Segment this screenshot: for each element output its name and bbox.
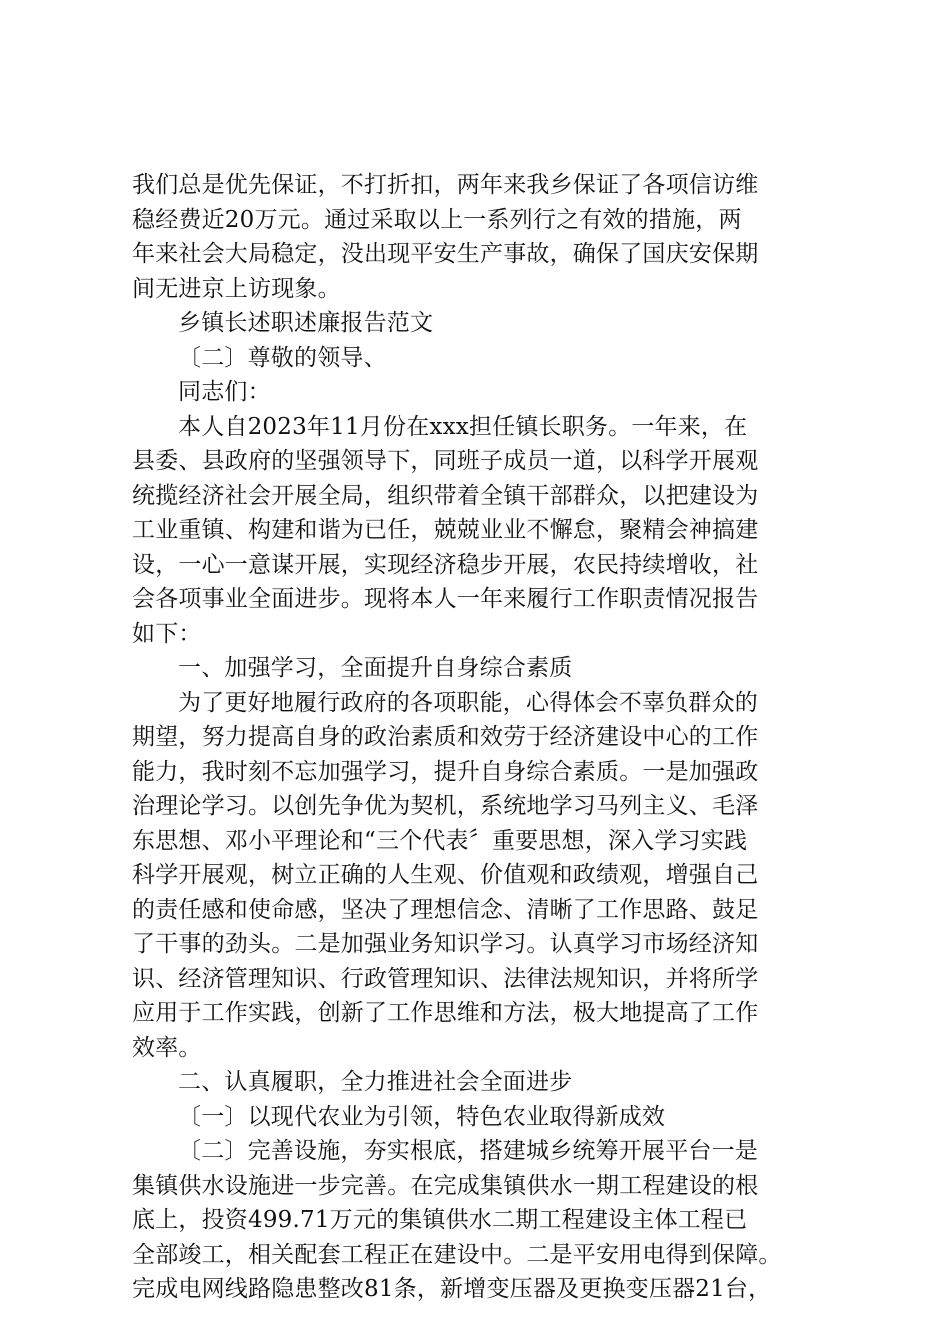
text-line: 效率。 <box>132 1034 202 1061</box>
text-line: 本人自2023年11月份在xxx担任镇长职务。一年来，在 <box>178 413 748 440</box>
text-line: 的责任感和使命感，坚决了理想信念、清晰了工作思路、鼓足 <box>132 896 759 923</box>
text-line: 为了更好地履行政府的各项职能，心得体会不辜负群众的 <box>178 689 758 716</box>
text-line: 全部竣工，相关配套工程正在建设中。二是平安用电得到保障。 <box>132 1241 782 1268</box>
text-line: 乡镇长述职述廉报告范文 <box>178 310 434 336</box>
text-line: 统揽经济社会开展全局，组织带着全镇干部群众，以把建设为 <box>132 482 759 509</box>
text-line: 工业重镇、构建和谐为已任，兢兢业业不懈怠，聚精会神搞建 <box>132 517 759 543</box>
text-line: 东思想、邓小平理论和“三个代表〞重要思想，深入学习实践 <box>132 827 748 854</box>
text-line: 我们总是优先保证，不打折扣，两年来我乡保证了各项信访维 <box>132 172 759 198</box>
text-line: 〔二〕完善设施，夯实根底，搭建城乡统筹开展平台一是 <box>178 1138 758 1164</box>
text-line: 期望，努力提高自身的政治素质和效劳于经济建设中心的工作 <box>132 724 759 750</box>
text-line: 识、经济管理知识、行政管理知识、法律法规知识，并将所学 <box>132 965 759 992</box>
text-line: 治理论学习。以创先争优为契机，系统地学习马列主义、毛泽 <box>132 793 759 819</box>
text-line: 同志们： <box>178 379 271 405</box>
text-line: 能力，我时刻不忘加强学习，提升自身综合素质。一是加强政 <box>132 758 759 785</box>
text-line: 会各项事业全面进步。现将本人一年来履行工作职责情况报告 <box>132 586 759 612</box>
text-line: 集镇供水设施进一步完善。在完成集镇供水一期工程建设的根 <box>132 1172 759 1199</box>
text-line: 了干事的劲头。二是加强业务知识学习。认真学习市场经济知 <box>132 931 759 957</box>
text-line: 一、加强学习，全面提升自身综合素质 <box>178 655 573 681</box>
text-line: 〔一〕以现代农业为引领，特色农业取得新成效 <box>178 1103 666 1130</box>
text-line: 设，一心一意谋开展，实现经济稳步开展，农民持续增收，社 <box>132 551 759 578</box>
text-line: 稳经费近20万元。通过采取以上一系列行之有效的措施，两 <box>132 206 742 233</box>
text-line: 如下： <box>132 620 202 647</box>
text-line: 间无进京上访现象。 <box>132 275 341 302</box>
text-line: 县委、县政府的坚强领导下，同班子成员一道，以科学开展观 <box>132 448 759 474</box>
text-line: 底上，投资499.71万元的集镇供水二期工程建设主体工程已 <box>132 1207 748 1233</box>
document-body <box>132 168 832 1307</box>
text-line: 二、认真履职，全力推进社会全面进步 <box>178 1069 573 1095</box>
text-line: 应用于工作实践，创新了工作思维和方法，极大地提高了工作 <box>132 1000 759 1026</box>
text-line: 〔二〕尊敬的领导、 <box>178 344 387 371</box>
text-line: 年来社会大局稳定，没出现平安生产事故，确保了国庆安保期 <box>132 241 759 267</box>
text-line: 完成电网线路隐患整改81条，新增变压器及更换变压器21台， <box>132 1276 772 1302</box>
text-line: 科学开展观，树立正确的人生观、价值观和政绩观，增强自己 <box>132 862 759 888</box>
